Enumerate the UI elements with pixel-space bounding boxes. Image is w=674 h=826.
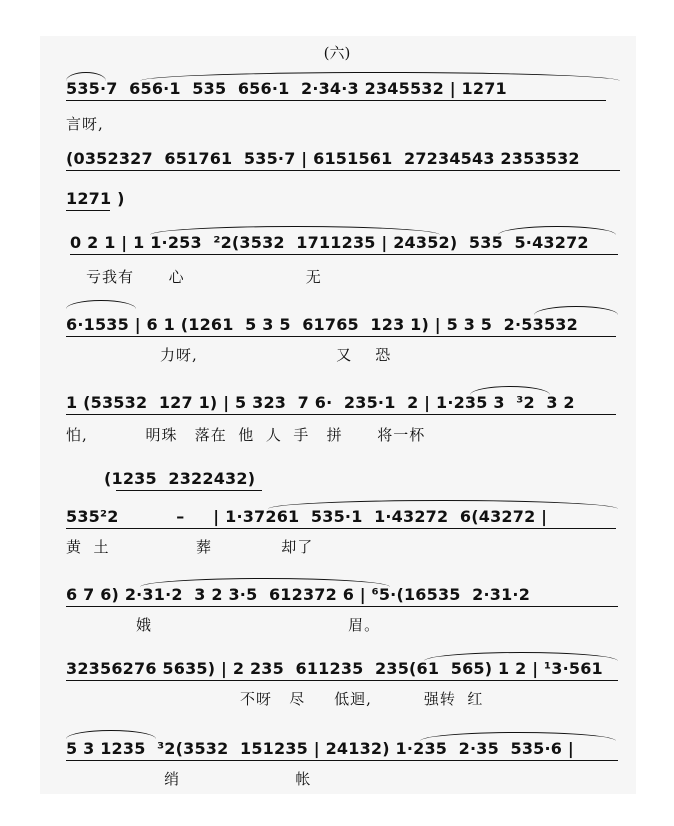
notation-line-6: 1 (53532 127 1) | 5 323 7 6· 235·1 2 | 1·235 3 ³2 3 2 [66, 393, 575, 412]
notation-line-10: 32356276 5635) | 2 235 611235 235(61 565) 1 2 | ¹3·561 [66, 659, 603, 678]
lyric-line-2: 亏我有 心 无 [86, 268, 322, 286]
duration-underline [66, 414, 616, 415]
lyric-line-1: 言呀, [66, 115, 104, 133]
lyric-line-4: 怕, 明珠 落在 他 人 手 拼 将一杯 [66, 426, 426, 444]
notation-line-9: 6 7 6) 2·31·2 3 2 3·5 612372 6 | ⁶5·(16535 2·31·2 [66, 585, 531, 604]
lyric-line-8: 绡 帐 [164, 770, 312, 788]
notation-line-11: 5 3 1235 ³2(3532 151235 | 24132) 1·235 2·35 535·6 | [66, 739, 574, 758]
notation-line-8: 535²2 – | 1·37261 535·1 1·43272 6(43272 | [66, 507, 548, 526]
notation-line-2: (0352327 651761 535·7 | 6151561 27234543 2353532 [66, 149, 580, 168]
notation-line-1: 535·7 656·1 535 656·1 2·34·3 2345532 | 1271 [66, 79, 507, 98]
lyric-line-6: 娥 眉。 [136, 616, 381, 634]
duration-underline [116, 490, 262, 491]
lyric-line-3: 力呀, 又 恐 [160, 346, 392, 364]
duration-underline [66, 760, 618, 761]
notation-line-7: (1235 2322432) [104, 469, 256, 488]
duration-underline [70, 254, 618, 255]
notation-line-5: 6·1535 | 6 1 (1261 5 3 5 61765 123 1) | 5 3 5 2·53532 [66, 315, 578, 334]
duration-underline [66, 170, 620, 171]
duration-underline [66, 210, 110, 211]
duration-underline [66, 100, 606, 101]
lyric-line-7: 不呀 尽 低迴, 强转 红 [240, 690, 484, 708]
section-title: (六) [323, 44, 351, 62]
duration-underline [66, 528, 616, 529]
notation-line-4: 0 2 1 | 1 1·253 ²2(3532 1711235 | 24352) 535 5·43272 [70, 233, 589, 252]
duration-underline [66, 680, 618, 681]
duration-underline [66, 336, 616, 337]
notation-line-3: 1271 ) [66, 189, 125, 208]
lyric-line-5: 黄 土 葬 却了 [66, 538, 314, 556]
duration-underline [66, 606, 618, 607]
